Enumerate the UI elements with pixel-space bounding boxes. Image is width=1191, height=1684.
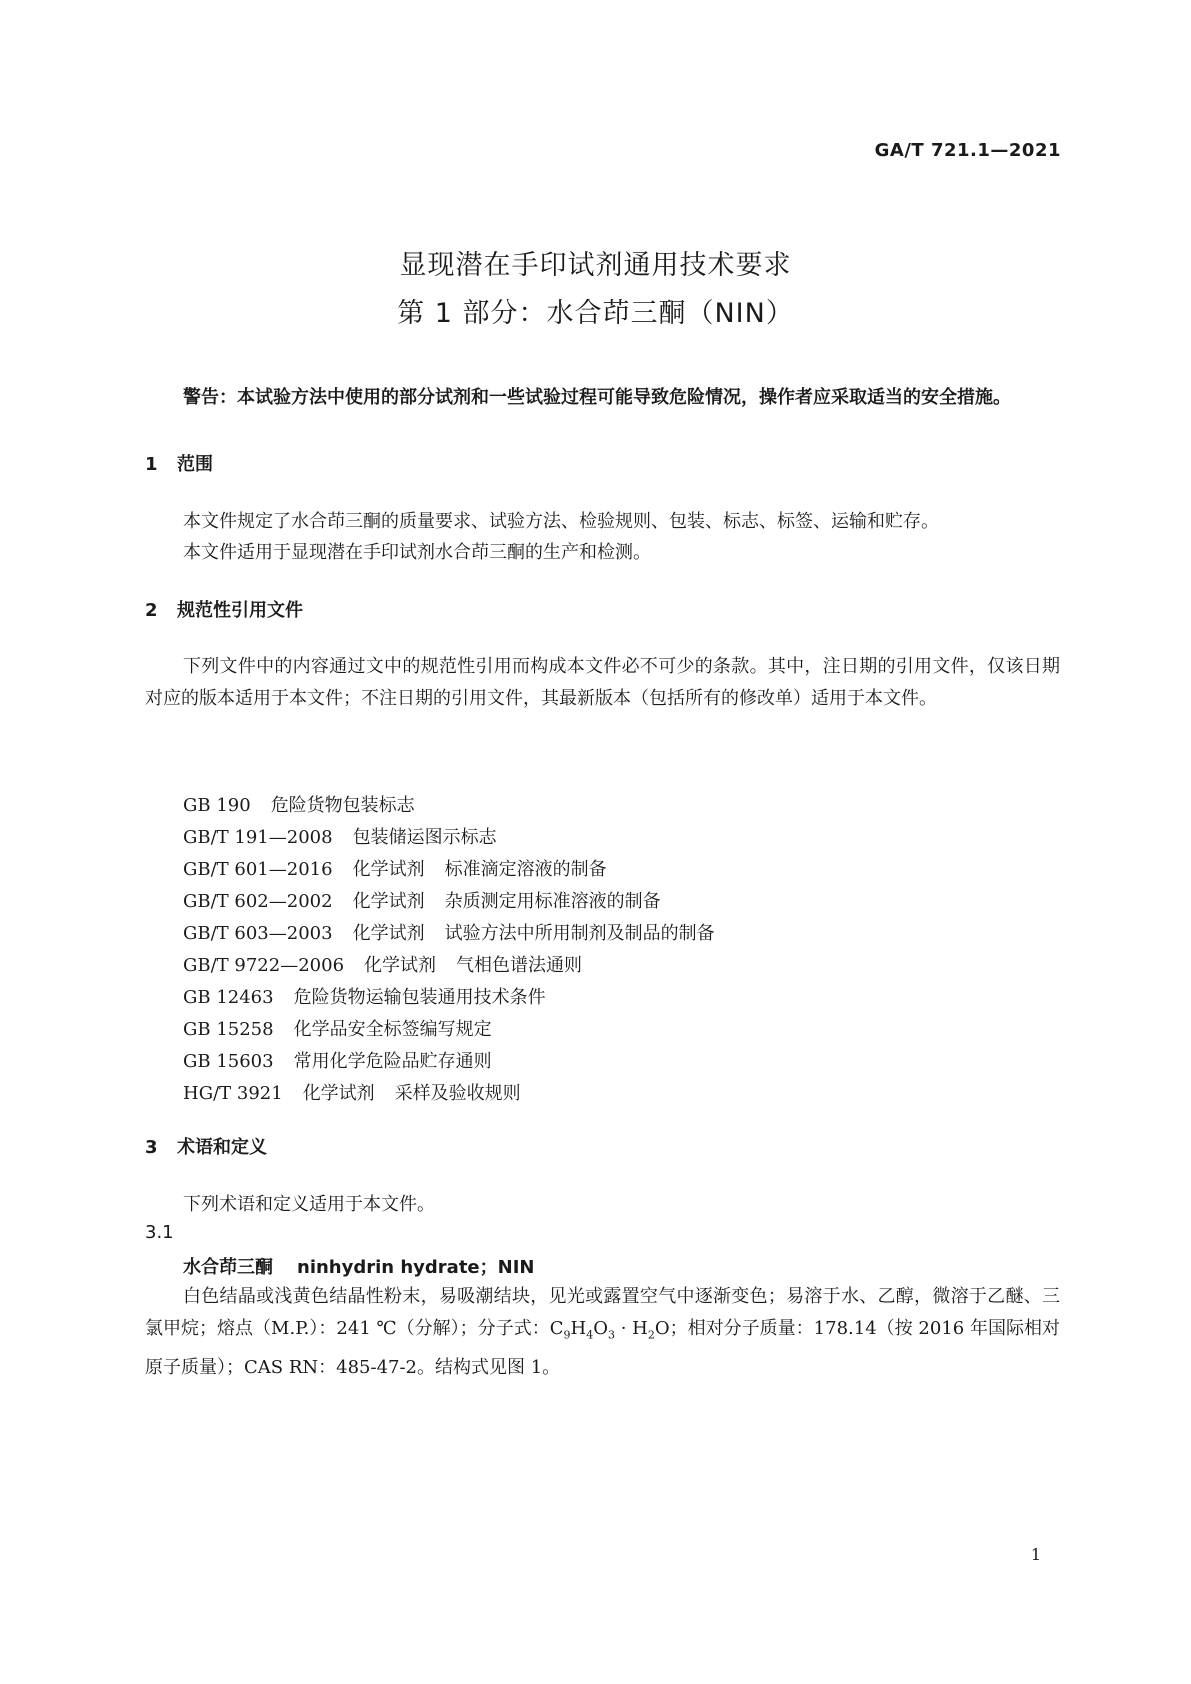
reference-item: GB 15603 常用化学危险品贮存通则 [183, 1051, 492, 1072]
section-1-paragraph: 本文件规定了水合茚三酮的质量要求、试验方法、检验规则、包装、标志、标签、运输和贮存。 [183, 511, 939, 532]
standard-number: GA/T 721.1—2021 [874, 140, 1061, 161]
reference-item: GB 190 危险货物包装标志 [183, 795, 415, 816]
section-1-heading [145, 450, 213, 476]
section-1-paragraph: 本文件适用于显现潜在手印试剂水合茚三酮的生产和检测。 [183, 542, 651, 563]
section-3-heading [145, 1133, 267, 1159]
term-definition: 白色结晶或浅黄色结晶性粉末，易吸潮结块，见光或露置空气中逐渐变色；易溶于水、乙醇，微溶于乙醚、三氯甲烷；熔点（M.P.）：241 ℃（分解）；分子式：$C_9H_4O_3 \cdot H_2O$；相对分子质量：178.14（按 2016 年国际相对原子质量）；CAS RN：485-47-2。结构式见图 1。 [145, 1286, 1060, 1378]
section-number: 3 [145, 1137, 158, 1158]
reference-item: GB/T 9722—2006 化学试剂 气相色谱法通则 [183, 955, 583, 976]
section-title: 规范性引用文件 [177, 600, 303, 621]
term-entry [183, 1253, 534, 1279]
reference-item: GB 12463 危险货物运输包装通用技术条件 [183, 987, 546, 1008]
section-title: 范围 [177, 454, 213, 475]
section-3-intro: 下列术语和定义适用于本文件。 [183, 1194, 435, 1215]
page-number: 1 [1030, 1545, 1041, 1564]
subsection-number: 3.1 [145, 1222, 174, 1243]
normative-references-list [183, 790, 715, 1110]
molecular-formula: $C_9H_4O_3 \cdot H_2O$ [549, 1318, 670, 1342]
section-number: 1 [145, 454, 158, 475]
safety-warning: 警告：本试验方法中使用的部分试剂和一些试验过程可能导致危险情况，操作者应采取适当的安全措施。 [183, 387, 1011, 408]
section-title: 术语和定义 [177, 1137, 267, 1158]
document-title-line1: 显现潜在手印试剂通用技术要求 [399, 250, 792, 281]
section-2-heading [145, 596, 303, 622]
term-chinese: 水合茚三酮 [183, 1257, 273, 1278]
term-english: ninhydrin hydrate；NIN [297, 1257, 535, 1278]
document-title-line2: 第 1 部分：水合茚三酮（NIN） [397, 298, 794, 329]
reference-item: GB/T 603—2003 化学试剂 试验方法中所用制剂及制品的制备 [183, 923, 715, 944]
section-2-intro: 下列文件中的内容通过文中的规范性引用而构成本文件必不可少的条款。其中，注日期的引用文件，仅该日期对应的版本适用于本文件；不注日期的引用文件，其最新版本（包括所有的修改单）适用于本文件。 [145, 656, 1060, 709]
reference-item: GB/T 602—2002 化学试剂 杂质测定用标准溶液的制备 [183, 891, 661, 912]
section-number: 2 [145, 600, 158, 621]
reference-item: GB/T 191—2008 包装储运图示标志 [183, 827, 497, 848]
reference-item: GB 15258 化学品安全标签编写规定 [183, 1019, 492, 1040]
reference-item: GB/T 601—2016 化学试剂 标准滴定溶液的制备 [183, 859, 607, 880]
reference-item: HG/T 3921 化学试剂 采样及验收规则 [183, 1083, 521, 1104]
